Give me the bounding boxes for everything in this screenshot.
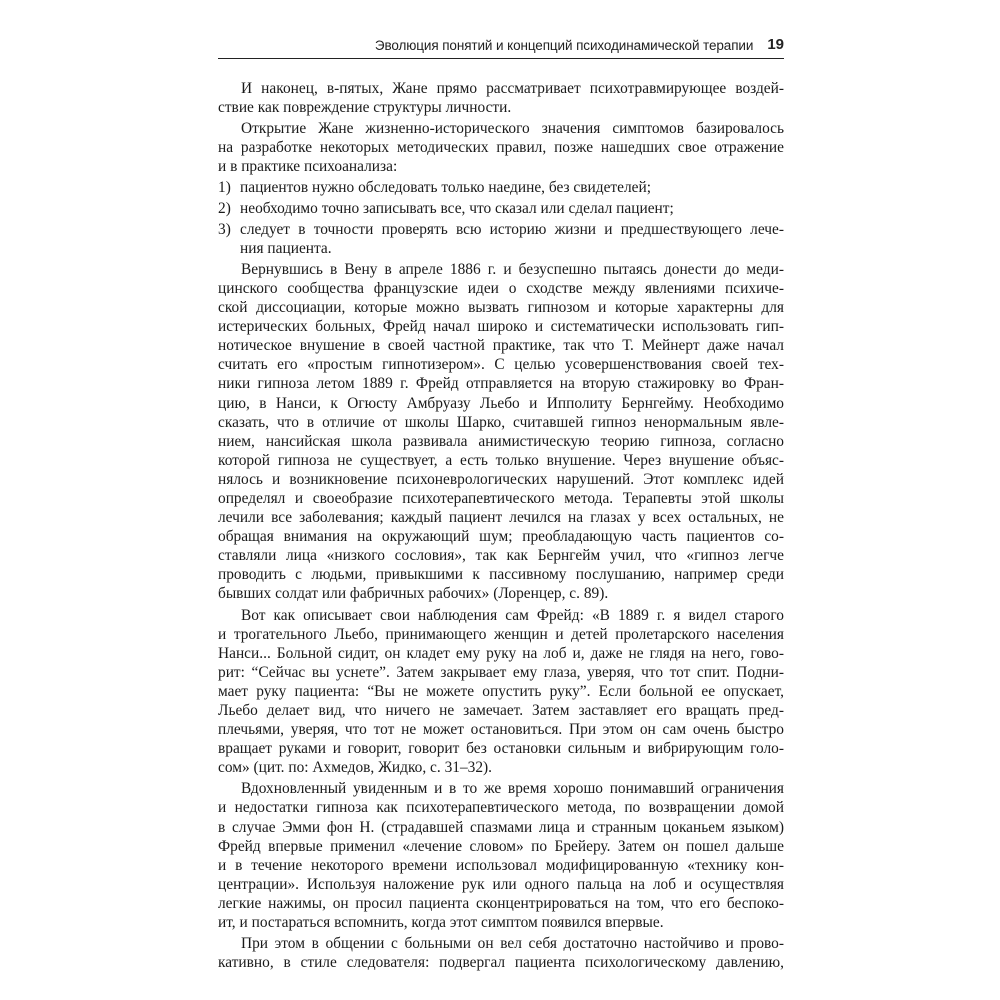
text-line: Льебо делает вид, что ничего не замечает. Затем заставляет его вращать пред- bbox=[218, 702, 784, 719]
text-line: сом» (цит. по: Ахмедов, Жидко, с. 31–32). bbox=[218, 759, 493, 777]
text-line: считать его «простым гипнотизером». С целью усовершенствования своей тех- bbox=[218, 356, 784, 374]
paragraph bbox=[218, 934, 784, 972]
text-line: бывших солдат или фабричных рабочих» (Лоренцер, с. 89). bbox=[218, 585, 609, 603]
text-line: нялось и возникновение психоневрологических нарушений. Этот комплекс идей bbox=[218, 470, 784, 488]
text-line: цинского сообщества французские идеи о сходстве между явлениями психиче- bbox=[218, 279, 784, 297]
list-item bbox=[218, 220, 784, 258]
text-line: ставляли лица «низкого сословия», так как Бернгейм учил, что «гипноз легче bbox=[218, 547, 784, 565]
running-head-title: Эволюция понятий и концепций психодинамической терапии bbox=[374, 38, 754, 53]
text-line: ствие как повреждение структуры личности. bbox=[218, 99, 512, 117]
text-line: Вернувшись в Вену в апреле 1886 г. и безуспешно пытаясь донести до меди- bbox=[241, 260, 784, 278]
text-line: и в практике психоанализа: bbox=[218, 158, 398, 176]
text-line: в случае Эмми фон Н. (страдавшей спазмами лица и странным цоканьем языком) bbox=[218, 818, 784, 836]
text-line: Вдохновленный увиденным и в то же время хорошо понимавший ограничения bbox=[241, 780, 784, 798]
text-line: определял и своеобразие психотерапевтического метода. Терапевты этой школы bbox=[218, 489, 784, 507]
paragraph bbox=[218, 606, 784, 778]
paragraph bbox=[218, 119, 784, 176]
paragraph bbox=[218, 79, 784, 117]
text-line: и трогательного Льебо, принимающего женщин и детей пролетарского населения bbox=[218, 625, 784, 643]
page-number: 19 bbox=[767, 36, 784, 53]
text-line: цию, в Нанси, к Огюсту Амбруазу Льебо и Ипполиту Бернгейму. Необходимо bbox=[218, 394, 784, 412]
text-line: рит: “Сейчас вы уснете”. Затем закрывает ему глаза, уверяя, что тот спит. Подни- bbox=[218, 663, 784, 681]
text-line: и недостатки гипноза как психотерапевтического метода, по возвращении домой bbox=[218, 799, 784, 817]
list-item-number: 3) bbox=[218, 220, 231, 238]
text-line: ит, и постараться вспомнить, когда этот симптом появился впервые. bbox=[218, 914, 664, 932]
text-line: и в течение некоторого времени использовал модифицированную «технику кон- bbox=[218, 856, 784, 874]
text-line: необходимо точно записывать все, что сказал или сделал пациент; bbox=[240, 200, 674, 218]
text-line: лечили все заболевания; каждый пациент лечился на глазах у всех остальных, не bbox=[218, 509, 784, 527]
text-line: Вот как описывает свои наблюдения сам Фрейд: «В 1889 г. я видел старого bbox=[241, 606, 784, 624]
list-item-number: 2) bbox=[218, 200, 231, 218]
text-line: плечьями, уверяя, что тот не может остановиться. При этом он сам очень быстро bbox=[218, 721, 784, 739]
list-item bbox=[218, 199, 784, 218]
list-item bbox=[218, 178, 784, 197]
numbered-list bbox=[218, 178, 784, 257]
list-item-text bbox=[240, 220, 784, 258]
list-item-text bbox=[240, 178, 784, 197]
text-line: нием, нансийская школа развивала анимистическую теорию гипноза, согласно bbox=[218, 432, 784, 450]
text-line: мает руку пациента: “Вы не можете опустить руку”. Если больной ее опускает, bbox=[218, 682, 784, 700]
paragraph bbox=[218, 779, 784, 932]
text-line: легкие нажимы, он просил пациента сконцентрироваться на том, что его беспоко- bbox=[218, 894, 784, 912]
text-line: проводить с людьми, привыкшими к пассивному послушанию, например среди bbox=[218, 566, 784, 584]
text-line: вращает руками и говорит, говорит без остановки сильным и вибрирующим голо- bbox=[218, 740, 784, 758]
text-line: И наконец, в-пятых, Жане прямо рассматривает психотравмирующее воздей- bbox=[241, 80, 784, 97]
list-item-text bbox=[240, 199, 784, 218]
text-line: сказать, что в отличие от школы Шарко, считавшей гипноз ненормальным явле- bbox=[218, 413, 784, 431]
text-line: ской диссоциации, которые можно вызвать гипнозом и которые характерны для bbox=[218, 299, 784, 317]
text-line: на разработке некоторых методических правил, позже нашедших свое отражение bbox=[218, 139, 784, 157]
text-line: ния пациента. bbox=[240, 239, 332, 257]
text-line: Открытие Жане жизненно-исторического значения симптомов базировалось bbox=[241, 120, 784, 138]
text-line: нотическое внушение в своей частной практике, так что Т. Мейнерт даже начал bbox=[218, 337, 784, 355]
list-item-number: 1) bbox=[218, 179, 231, 197]
body-text bbox=[218, 79, 784, 974]
text-line: центрации». Используя наложение рук или одного пальца на лоб и осуществляя bbox=[218, 875, 784, 893]
running-head bbox=[218, 36, 784, 59]
text-line: При этом в общении с больными он вел себя достаточно настойчиво и прово- bbox=[241, 935, 784, 953]
text-line: истерических больных, Фрейд начал широко и систематически использовать гип- bbox=[218, 318, 784, 336]
text-line: ники гипноза летом 1889 г. Фрейд отправляется на вторую стажировку во Фран- bbox=[218, 375, 784, 393]
text-line: пациентов нужно обследовать только наедине, без свидетелей; bbox=[240, 179, 651, 197]
text-line: кативно, в стиле следователя: подвергал пациента психологическому давлению, bbox=[218, 954, 784, 972]
text-line: следует в точности проверять всю историю жизни и предшествующего лече- bbox=[240, 220, 784, 238]
text-line: Фрейд впервые применил «лечение словом» по Брейеру. Затем он пошел дальше bbox=[218, 837, 784, 855]
text-line: которой гипноза не существует, а есть только внушение. Через внушение объяс- bbox=[218, 451, 784, 469]
text-line: обращая внимания на окружающий шум; преобладающую часть пациентов со- bbox=[218, 528, 784, 546]
paragraph bbox=[218, 260, 784, 604]
text-line: Нанси... Больной сидит, он кладет ему руку на лоб и, даже не глядя на него, гово- bbox=[218, 644, 784, 662]
